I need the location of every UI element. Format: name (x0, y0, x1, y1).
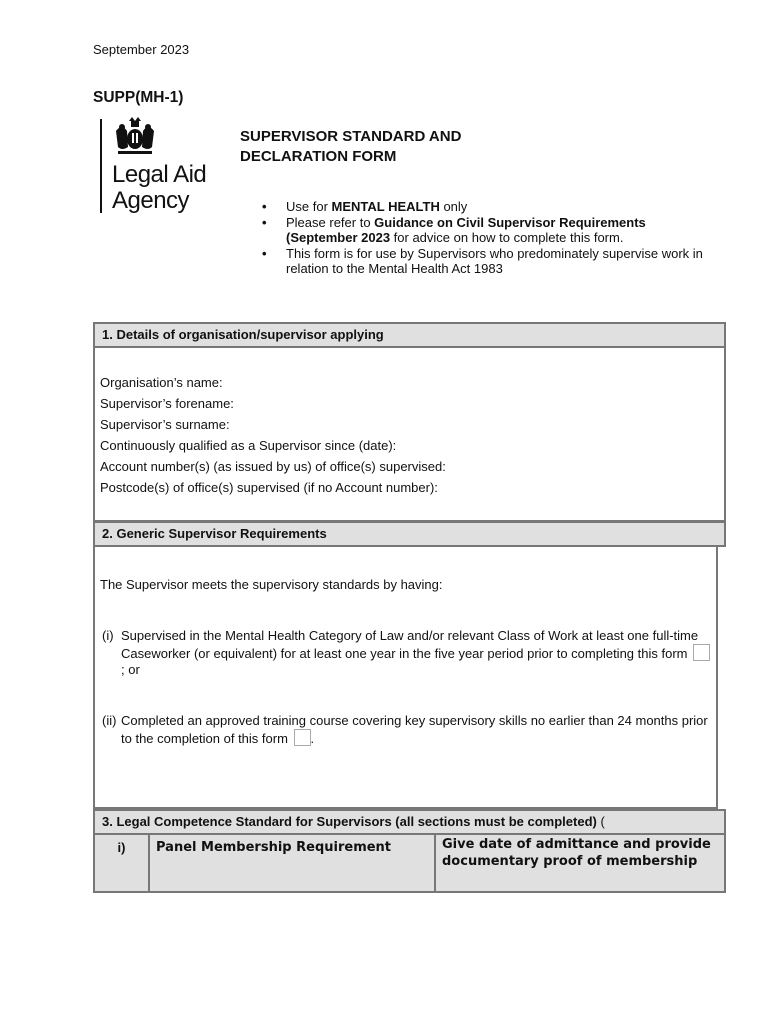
title-line-1: SUPERVISOR STANDARD AND (240, 128, 462, 145)
section-3-heading-text: 3. Legal Competence Standard for Supervisors (all sections must be completed) (102, 814, 597, 829)
form-title (240, 127, 560, 167)
requirement-2-number: (ii) (102, 713, 117, 728)
section-2-intro: The Supervisor meets the supervisory standards by having: (100, 577, 443, 592)
supervisor-forename-field[interactable]: Supervisor’s forename: (100, 396, 234, 411)
logo-divider (100, 119, 102, 213)
requirement-1-checkbox[interactable] (693, 644, 710, 661)
form-date: September 2023 (93, 42, 190, 57)
panel-membership-header: Panel Membership Requirement (150, 835, 436, 891)
account-number-field[interactable]: Account number(s) (as issued by us) of office(s) supervised: (100, 459, 446, 474)
requirement-item-2 (102, 713, 712, 747)
section-2-heading: 2. Generic Supervisor Requirements (93, 521, 726, 547)
requirement-2-checkbox[interactable] (294, 729, 311, 746)
instruction-item: • This form is for use by Supervisors who predominately supervise work in relation to the Mental Health Act 1983 (262, 245, 703, 276)
section-3-heading-tail: ( (596, 814, 605, 829)
panel-membership-table (93, 833, 726, 893)
form-code: SUPP(MH-1) (93, 89, 184, 106)
title-line-2: DECLARATION FORM (240, 148, 397, 165)
logo-line-1: Legal Aid (112, 161, 207, 188)
section-3-heading (93, 809, 726, 834)
admittance-date-header: Give date of admittance and provide documentary proof of membership (442, 837, 711, 869)
logo-line-2: Agency (112, 187, 190, 214)
instruction-item: • Please refer to Guidance on Civil Supervisor Requirements (September 2023 for advice on how to complete this form. (262, 214, 646, 245)
requirement-1-number: (i) (102, 628, 114, 643)
requirement-1-text: Supervised in the Mental Health Category of Law and/or relevant Class of Work at least one full-time Caseworker (or equivalent) for at least one year in the five year period prior to completing this form (121, 628, 699, 661)
legal-aid-agency-logo (98, 117, 226, 215)
royal-crest-icon (112, 117, 158, 157)
requirement-2-suffix: . (310, 731, 315, 746)
instruction-item: • Use for MENTAL HEALTH only (262, 199, 468, 214)
requirement-1-suffix: ; or (121, 662, 140, 677)
section-1-heading: 1. Details of organisation/supervisor applying (93, 322, 726, 348)
organisation-name-field[interactable]: Organisation’s name: (100, 375, 223, 390)
supervisor-surname-field[interactable]: Supervisor’s surname: (100, 417, 230, 432)
instructions-list (262, 199, 712, 277)
row-number-cell: i) (95, 835, 150, 891)
postcode-field[interactable]: Postcode(s) of office(s) supervised (if no Account number): (100, 480, 438, 495)
requirement-item-1 (102, 628, 712, 678)
requirement-2-text: Completed an approved training course covering key supervisory skills no earlier than 24 months prior to the completion of this form (121, 713, 708, 746)
qualified-since-field[interactable]: Continuously qualified as a Supervisor since (date): (100, 438, 397, 453)
